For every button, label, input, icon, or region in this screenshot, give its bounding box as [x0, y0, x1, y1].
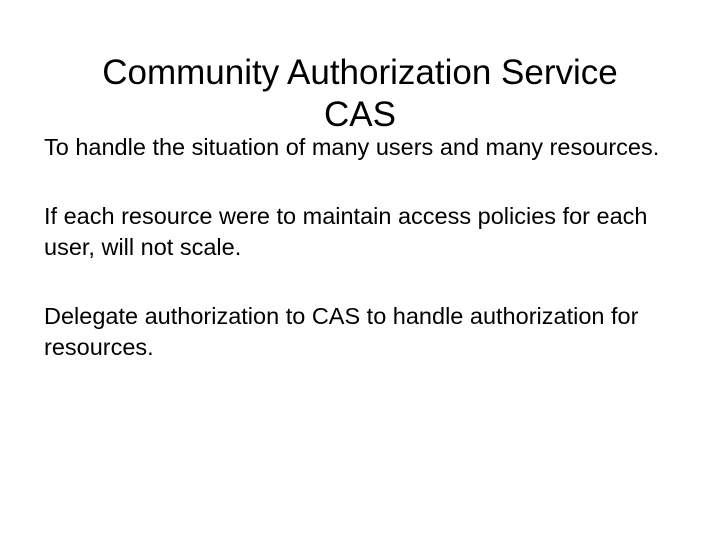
paragraph-scaling-problem: To handle the situation of many users and many resources. — [44, 134, 660, 160]
paragraph-delegate-authorization: Delegate authorization to CAS to handle authorization for resources. — [44, 303, 639, 360]
slide-title-line-2: CAS — [324, 95, 396, 134]
slide-body — [44, 132, 684, 401]
paragraph-access-policies: If each resource were to maintain access policies for each user, will not scale. — [44, 203, 648, 260]
slide-title — [36, 52, 684, 136]
slide-title-line-1: Community Authorization Service — [102, 53, 618, 92]
